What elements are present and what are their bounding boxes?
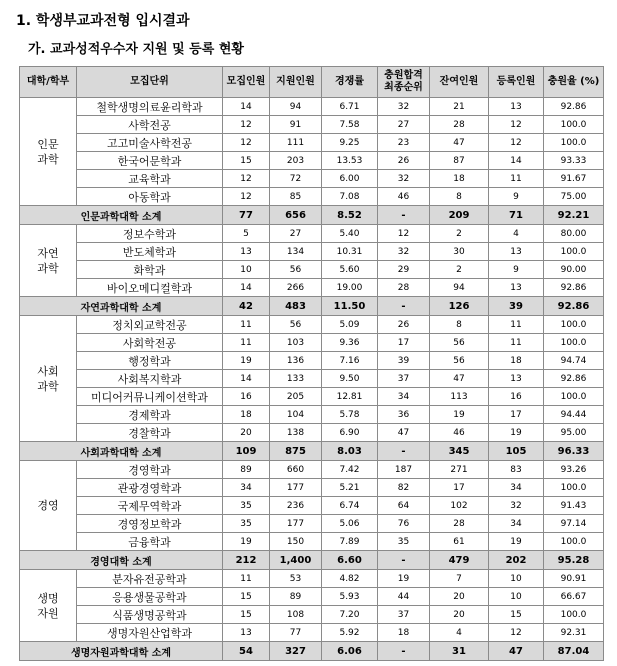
cell-rate: 94.74 — [544, 352, 604, 370]
college-name: 인문 과학 — [20, 98, 77, 206]
table-row — [20, 461, 604, 479]
cell-applicants: 134 — [270, 243, 322, 261]
cell-quota: 12 — [223, 170, 270, 188]
cell-rate: 100.0 — [544, 316, 604, 334]
cell-remaining: 8 — [430, 188, 489, 206]
cell-rank: 44 — [378, 588, 430, 606]
subtotal-row — [20, 206, 604, 225]
cell-rank: 37 — [378, 370, 430, 388]
cell-rate: 94.44 — [544, 406, 604, 424]
subtotal-rank: - — [378, 206, 430, 225]
department-name: 화학과 — [77, 261, 223, 279]
cell-quota: 19 — [223, 533, 270, 551]
cell-applicants: 53 — [270, 570, 322, 588]
cell-quota: 10 — [223, 261, 270, 279]
table-row — [20, 334, 604, 352]
department-name: 경제학과 — [77, 406, 223, 424]
cell-applicants: 136 — [270, 352, 322, 370]
table-row — [20, 152, 604, 170]
cell-ratio: 7.89 — [322, 533, 378, 551]
table-row — [20, 225, 604, 243]
cell-applicants: 104 — [270, 406, 322, 424]
cell-rank: 19 — [378, 570, 430, 588]
cell-rank: 187 — [378, 461, 430, 479]
cell-applicants: 56 — [270, 261, 322, 279]
cell-applicants: 72 — [270, 170, 322, 188]
cell-remaining: 56 — [430, 334, 489, 352]
col-college: 대학/학부 — [20, 67, 77, 98]
cell-quota: 15 — [223, 606, 270, 624]
cell-remaining: 113 — [430, 388, 489, 406]
table-row — [20, 188, 604, 206]
subtotal-rank: - — [378, 551, 430, 570]
cell-rank: 26 — [378, 316, 430, 334]
cell-quota: 13 — [223, 243, 270, 261]
cell-registered: 12 — [489, 624, 544, 642]
department-name: 식품생명공학과 — [77, 606, 223, 624]
college-name: 생명 자원 — [20, 570, 77, 642]
cell-rank: 29 — [378, 261, 430, 279]
cell-applicants: 150 — [270, 533, 322, 551]
cell-applicants: 85 — [270, 188, 322, 206]
cell-rank: 27 — [378, 116, 430, 134]
department-name: 미디어커뮤니케이션학과 — [77, 388, 223, 406]
cell-rate: 100.0 — [544, 388, 604, 406]
table-row — [20, 116, 604, 134]
cell-ratio: 6.74 — [322, 497, 378, 515]
subtotal-remaining: 345 — [430, 442, 489, 461]
cell-quota: 14 — [223, 279, 270, 297]
header-row — [20, 67, 604, 98]
admission-results-table — [19, 66, 604, 661]
subtotal-quota: 109 — [223, 442, 270, 461]
cell-quota: 13 — [223, 624, 270, 642]
cell-quota: 11 — [223, 570, 270, 588]
cell-remaining: 47 — [430, 370, 489, 388]
cell-remaining: 2 — [430, 225, 489, 243]
cell-remaining: 21 — [430, 98, 489, 116]
subtotal-registered: 47 — [489, 642, 544, 661]
subtotal-rate: 92.21 — [544, 206, 604, 225]
subtotal-registered: 39 — [489, 297, 544, 316]
cell-remaining: 30 — [430, 243, 489, 261]
table-row — [20, 479, 604, 497]
subtotal-remaining: 126 — [430, 297, 489, 316]
cell-rate: 92.86 — [544, 370, 604, 388]
subtotal-quota: 212 — [223, 551, 270, 570]
cell-rate: 100.0 — [544, 134, 604, 152]
subtotal-row — [20, 642, 604, 661]
table-row — [20, 497, 604, 515]
table-row — [20, 370, 604, 388]
subtotal-remaining: 31 — [430, 642, 489, 661]
subtotal-label: 자연과학대학 소계 — [20, 297, 223, 316]
department-name: 아동학과 — [77, 188, 223, 206]
department-name: 행정학과 — [77, 352, 223, 370]
college-name: 경영 — [20, 461, 77, 551]
subtotal-rank: - — [378, 442, 430, 461]
cell-rate: 95.00 — [544, 424, 604, 442]
col-registered: 등록인원 — [489, 67, 544, 98]
cell-ratio: 6.90 — [322, 424, 378, 442]
cell-remaining: 18 — [430, 170, 489, 188]
cell-rate: 100.0 — [544, 533, 604, 551]
subtotal-label: 인문과학대학 소계 — [20, 206, 223, 225]
cell-rank: 23 — [378, 134, 430, 152]
cell-applicants: 660 — [270, 461, 322, 479]
cell-ratio: 7.58 — [322, 116, 378, 134]
cell-quota: 11 — [223, 334, 270, 352]
subtotal-ratio: 6.06 — [322, 642, 378, 661]
cell-registered: 9 — [489, 261, 544, 279]
cell-remaining: 87 — [430, 152, 489, 170]
cell-ratio: 9.25 — [322, 134, 378, 152]
subtotal-applicants: 875 — [270, 442, 322, 461]
cell-rate: 90.91 — [544, 570, 604, 588]
cell-rank: 32 — [378, 243, 430, 261]
table-row — [20, 316, 604, 334]
department-name: 경찰학과 — [77, 424, 223, 442]
cell-rank: 35 — [378, 533, 430, 551]
cell-rate: 90.00 — [544, 261, 604, 279]
cell-applicants: 91 — [270, 116, 322, 134]
cell-ratio: 5.06 — [322, 515, 378, 533]
department-name: 응용생물공학과 — [77, 588, 223, 606]
subtotal-rate: 92.86 — [544, 297, 604, 316]
cell-remaining: 8 — [430, 316, 489, 334]
subtotal-remaining: 209 — [430, 206, 489, 225]
cell-rate: 97.14 — [544, 515, 604, 533]
cell-rate: 100.0 — [544, 116, 604, 134]
page-title: 1. 학생부교과전형 입시결과 — [16, 13, 190, 29]
cell-quota: 5 — [223, 225, 270, 243]
cell-remaining: 20 — [430, 606, 489, 624]
cell-quota: 14 — [223, 98, 270, 116]
department-name: 정보수학과 — [77, 225, 223, 243]
cell-applicants: 266 — [270, 279, 322, 297]
cell-registered: 19 — [489, 533, 544, 551]
cell-rate: 100.0 — [544, 606, 604, 624]
table-row — [20, 98, 604, 116]
cell-remaining: 61 — [430, 533, 489, 551]
cell-ratio: 7.42 — [322, 461, 378, 479]
cell-ratio: 5.93 — [322, 588, 378, 606]
subtotal-applicants: 327 — [270, 642, 322, 661]
cell-applicants: 138 — [270, 424, 322, 442]
department-name: 교육학과 — [77, 170, 223, 188]
cell-rank: 17 — [378, 334, 430, 352]
cell-ratio: 5.78 — [322, 406, 378, 424]
department-name: 사학전공 — [77, 116, 223, 134]
department-name: 철학생명의료윤리학과 — [77, 98, 223, 116]
department-name: 분자유전공학과 — [77, 570, 223, 588]
subtotal-ratio: 11.50 — [322, 297, 378, 316]
cell-remaining: 56 — [430, 352, 489, 370]
subtotal-rate: 95.28 — [544, 551, 604, 570]
cell-remaining: 4 — [430, 624, 489, 642]
cell-registered: 4 — [489, 225, 544, 243]
table-row — [20, 170, 604, 188]
subtotal-ratio: 8.52 — [322, 206, 378, 225]
subtotal-label: 경영대학 소계 — [20, 551, 223, 570]
cell-rate: 92.86 — [544, 279, 604, 297]
table-row — [20, 570, 604, 588]
cell-rate: 92.86 — [544, 98, 604, 116]
cell-remaining: 102 — [430, 497, 489, 515]
cell-quota: 19 — [223, 352, 270, 370]
department-name: 정치외교학전공 — [77, 316, 223, 334]
cell-rank: 37 — [378, 606, 430, 624]
table-row — [20, 352, 604, 370]
cell-remaining: 2 — [430, 261, 489, 279]
cell-quota: 35 — [223, 497, 270, 515]
cell-quota: 16 — [223, 388, 270, 406]
table-row — [20, 424, 604, 442]
department-name: 금융학과 — [77, 533, 223, 551]
col-department: 모집단위 — [77, 67, 223, 98]
subtotal-applicants: 1,400 — [270, 551, 322, 570]
cell-rate: 93.26 — [544, 461, 604, 479]
cell-rank: 28 — [378, 279, 430, 297]
cell-registered: 10 — [489, 588, 544, 606]
cell-rank: 47 — [378, 424, 430, 442]
subtotal-registered: 71 — [489, 206, 544, 225]
cell-remaining: 94 — [430, 279, 489, 297]
cell-ratio: 12.81 — [322, 388, 378, 406]
cell-ratio: 19.00 — [322, 279, 378, 297]
cell-remaining: 20 — [430, 588, 489, 606]
table-row — [20, 533, 604, 551]
cell-registered: 12 — [489, 116, 544, 134]
cell-quota: 18 — [223, 406, 270, 424]
cell-registered: 19 — [489, 424, 544, 442]
cell-registered: 12 — [489, 134, 544, 152]
col-quota: 모집인원 — [223, 67, 270, 98]
cell-registered: 15 — [489, 606, 544, 624]
table-row — [20, 243, 604, 261]
cell-remaining: 17 — [430, 479, 489, 497]
cell-ratio: 9.50 — [322, 370, 378, 388]
cell-rate: 75.00 — [544, 188, 604, 206]
cell-applicants: 89 — [270, 588, 322, 606]
cell-applicants: 133 — [270, 370, 322, 388]
cell-remaining: 271 — [430, 461, 489, 479]
subtotal-rank: - — [378, 642, 430, 661]
subtotal-quota: 77 — [223, 206, 270, 225]
cell-rank: 82 — [378, 479, 430, 497]
cell-ratio: 5.92 — [322, 624, 378, 642]
subtotal-row — [20, 442, 604, 461]
cell-rank: 32 — [378, 170, 430, 188]
college-name: 사회 과학 — [20, 316, 77, 442]
cell-rate: 80.00 — [544, 225, 604, 243]
cell-ratio: 5.60 — [322, 261, 378, 279]
subtotal-label: 사회과학대학 소계 — [20, 442, 223, 461]
table-row — [20, 134, 604, 152]
cell-registered: 13 — [489, 243, 544, 261]
cell-ratio: 6.71 — [322, 98, 378, 116]
cell-rank: 36 — [378, 406, 430, 424]
table-row — [20, 388, 604, 406]
cell-registered: 10 — [489, 570, 544, 588]
cell-registered: 17 — [489, 406, 544, 424]
cell-rate: 91.43 — [544, 497, 604, 515]
cell-applicants: 203 — [270, 152, 322, 170]
table-row — [20, 624, 604, 642]
cell-registered: 18 — [489, 352, 544, 370]
cell-registered: 9 — [489, 188, 544, 206]
department-name: 경영정보학과 — [77, 515, 223, 533]
department-name: 사회복지학과 — [77, 370, 223, 388]
section-title: 가. 교과성적우수자 지원 및 등록 현황 — [28, 42, 244, 57]
department-name: 관광경영학과 — [77, 479, 223, 497]
cell-rate: 100.0 — [544, 243, 604, 261]
subtotal-registered: 202 — [489, 551, 544, 570]
cell-ratio: 7.08 — [322, 188, 378, 206]
cell-quota: 89 — [223, 461, 270, 479]
cell-ratio: 5.40 — [322, 225, 378, 243]
cell-rate: 100.0 — [544, 334, 604, 352]
subtotal-quota: 54 — [223, 642, 270, 661]
cell-registered: 11 — [489, 170, 544, 188]
cell-rank: 39 — [378, 352, 430, 370]
table-row — [20, 606, 604, 624]
cell-applicants: 56 — [270, 316, 322, 334]
cell-remaining: 47 — [430, 134, 489, 152]
col-remaining: 잔여인원 — [430, 67, 489, 98]
cell-ratio: 4.82 — [322, 570, 378, 588]
cell-applicants: 177 — [270, 515, 322, 533]
col-final-rank: 충원합격 최종순위 — [378, 67, 430, 98]
cell-ratio: 10.31 — [322, 243, 378, 261]
cell-remaining: 28 — [430, 116, 489, 134]
cell-applicants: 94 — [270, 98, 322, 116]
cell-rank: 18 — [378, 624, 430, 642]
subtotal-quota: 42 — [223, 297, 270, 316]
cell-remaining: 28 — [430, 515, 489, 533]
subtotal-ratio: 8.03 — [322, 442, 378, 461]
subtotal-rank: - — [378, 297, 430, 316]
subtotal-rate: 87.04 — [544, 642, 604, 661]
department-name: 국제무역학과 — [77, 497, 223, 515]
cell-quota: 12 — [223, 134, 270, 152]
cell-registered: 16 — [489, 388, 544, 406]
cell-applicants: 177 — [270, 479, 322, 497]
table-row — [20, 588, 604, 606]
cell-rank: 32 — [378, 98, 430, 116]
cell-applicants: 111 — [270, 134, 322, 152]
cell-quota: 15 — [223, 152, 270, 170]
college-name: 자연 과학 — [20, 225, 77, 297]
cell-applicants: 77 — [270, 624, 322, 642]
subtotal-row — [20, 551, 604, 570]
cell-registered: 11 — [489, 316, 544, 334]
table-body — [20, 98, 604, 661]
subtotal-applicants: 656 — [270, 206, 322, 225]
cell-ratio: 9.36 — [322, 334, 378, 352]
table-row — [20, 261, 604, 279]
cell-remaining: 19 — [430, 406, 489, 424]
col-ratio: 경쟁률 — [322, 67, 378, 98]
department-name: 한국어문학과 — [77, 152, 223, 170]
col-applicants: 지원인원 — [270, 67, 322, 98]
cell-ratio: 5.21 — [322, 479, 378, 497]
cell-applicants: 205 — [270, 388, 322, 406]
cell-quota: 11 — [223, 316, 270, 334]
cell-registered: 13 — [489, 370, 544, 388]
cell-remaining: 7 — [430, 570, 489, 588]
subtotal-registered: 105 — [489, 442, 544, 461]
cell-quota: 12 — [223, 116, 270, 134]
cell-registered: 11 — [489, 334, 544, 352]
cell-applicants: 108 — [270, 606, 322, 624]
subtotal-applicants: 483 — [270, 297, 322, 316]
cell-ratio: 6.00 — [322, 170, 378, 188]
cell-applicants: 103 — [270, 334, 322, 352]
department-name: 사회학전공 — [77, 334, 223, 352]
cell-applicants: 236 — [270, 497, 322, 515]
table-row — [20, 406, 604, 424]
cell-registered: 14 — [489, 152, 544, 170]
cell-registered: 13 — [489, 279, 544, 297]
subtotal-row — [20, 297, 604, 316]
cell-quota: 34 — [223, 479, 270, 497]
cell-rank: 26 — [378, 152, 430, 170]
cell-rate: 100.0 — [544, 479, 604, 497]
cell-rank: 34 — [378, 388, 430, 406]
cell-ratio: 7.20 — [322, 606, 378, 624]
cell-ratio: 13.53 — [322, 152, 378, 170]
table-row — [20, 279, 604, 297]
cell-registered: 83 — [489, 461, 544, 479]
department-name: 고고미술사학전공 — [77, 134, 223, 152]
cell-rate: 92.31 — [544, 624, 604, 642]
subtotal-remaining: 479 — [430, 551, 489, 570]
cell-rank: 12 — [378, 225, 430, 243]
cell-remaining: 46 — [430, 424, 489, 442]
cell-quota: 14 — [223, 370, 270, 388]
cell-ratio: 7.16 — [322, 352, 378, 370]
table-row — [20, 515, 604, 533]
subtotal-ratio: 6.60 — [322, 551, 378, 570]
cell-quota: 12 — [223, 188, 270, 206]
cell-registered: 34 — [489, 515, 544, 533]
department-name: 반도체학과 — [77, 243, 223, 261]
department-name: 생명자원산업학과 — [77, 624, 223, 642]
cell-rate: 91.67 — [544, 170, 604, 188]
cell-quota: 35 — [223, 515, 270, 533]
col-fill-rate: 충원율 (%) — [544, 67, 604, 98]
cell-rank: 64 — [378, 497, 430, 515]
cell-ratio: 5.09 — [322, 316, 378, 334]
cell-rate: 93.33 — [544, 152, 604, 170]
cell-rank: 76 — [378, 515, 430, 533]
department-name: 바이오메디컬학과 — [77, 279, 223, 297]
cell-rate: 66.67 — [544, 588, 604, 606]
cell-registered: 34 — [489, 479, 544, 497]
cell-registered: 13 — [489, 98, 544, 116]
cell-quota: 15 — [223, 588, 270, 606]
subtotal-rate: 96.33 — [544, 442, 604, 461]
department-name: 경영학과 — [77, 461, 223, 479]
cell-rank: 46 — [378, 188, 430, 206]
cell-registered: 32 — [489, 497, 544, 515]
cell-applicants: 27 — [270, 225, 322, 243]
subtotal-label: 생명자원과학대학 소계 — [20, 642, 223, 661]
cell-quota: 20 — [223, 424, 270, 442]
